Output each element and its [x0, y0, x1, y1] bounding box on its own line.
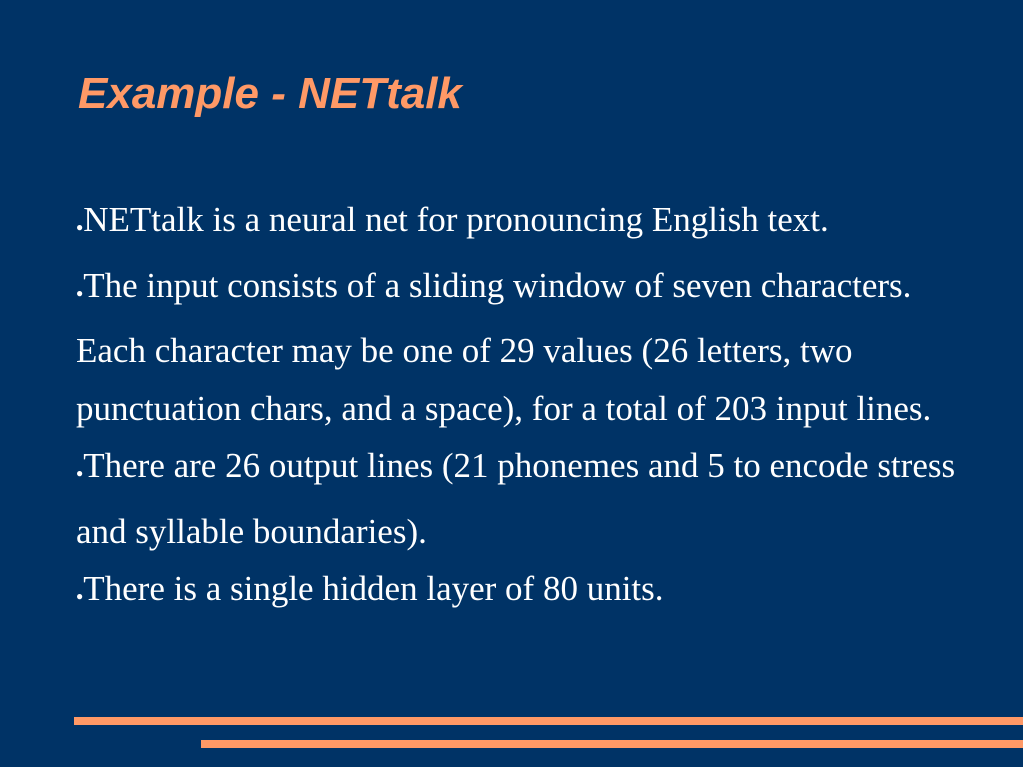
bullet-dot-icon: ● [76, 589, 84, 603]
bullet-item [76, 257, 966, 438]
bullet-text: NETtalk is a neural net for pronouncing English text. [83, 200, 829, 239]
bullet-dot-icon: ● [76, 466, 84, 480]
bullet-text: There are 26 output lines (21 phonemes and 5 to encode stress and syllable boundaries). [76, 446, 956, 551]
bullet-item [76, 560, 966, 626]
bullet-dot-icon: ● [76, 285, 84, 300]
bullet-item [76, 191, 966, 257]
bullet-text: There is a single hidden layer of 80 units. [83, 569, 664, 608]
bullet-dot-icon: ● [76, 220, 84, 234]
decorative-rule-top [74, 717, 1023, 725]
bullet-item [76, 437, 966, 560]
slide-title: Example - NETtalk [78, 69, 462, 118]
decorative-rule-bottom [201, 740, 1023, 748]
bullet-text: The input consists of a sliding window of seven characters. Each character may be one of 29 values (26 letters, two punctuation chars, and a space), for a total of 203 input lines. [76, 265, 932, 428]
bullet-list [76, 191, 966, 626]
